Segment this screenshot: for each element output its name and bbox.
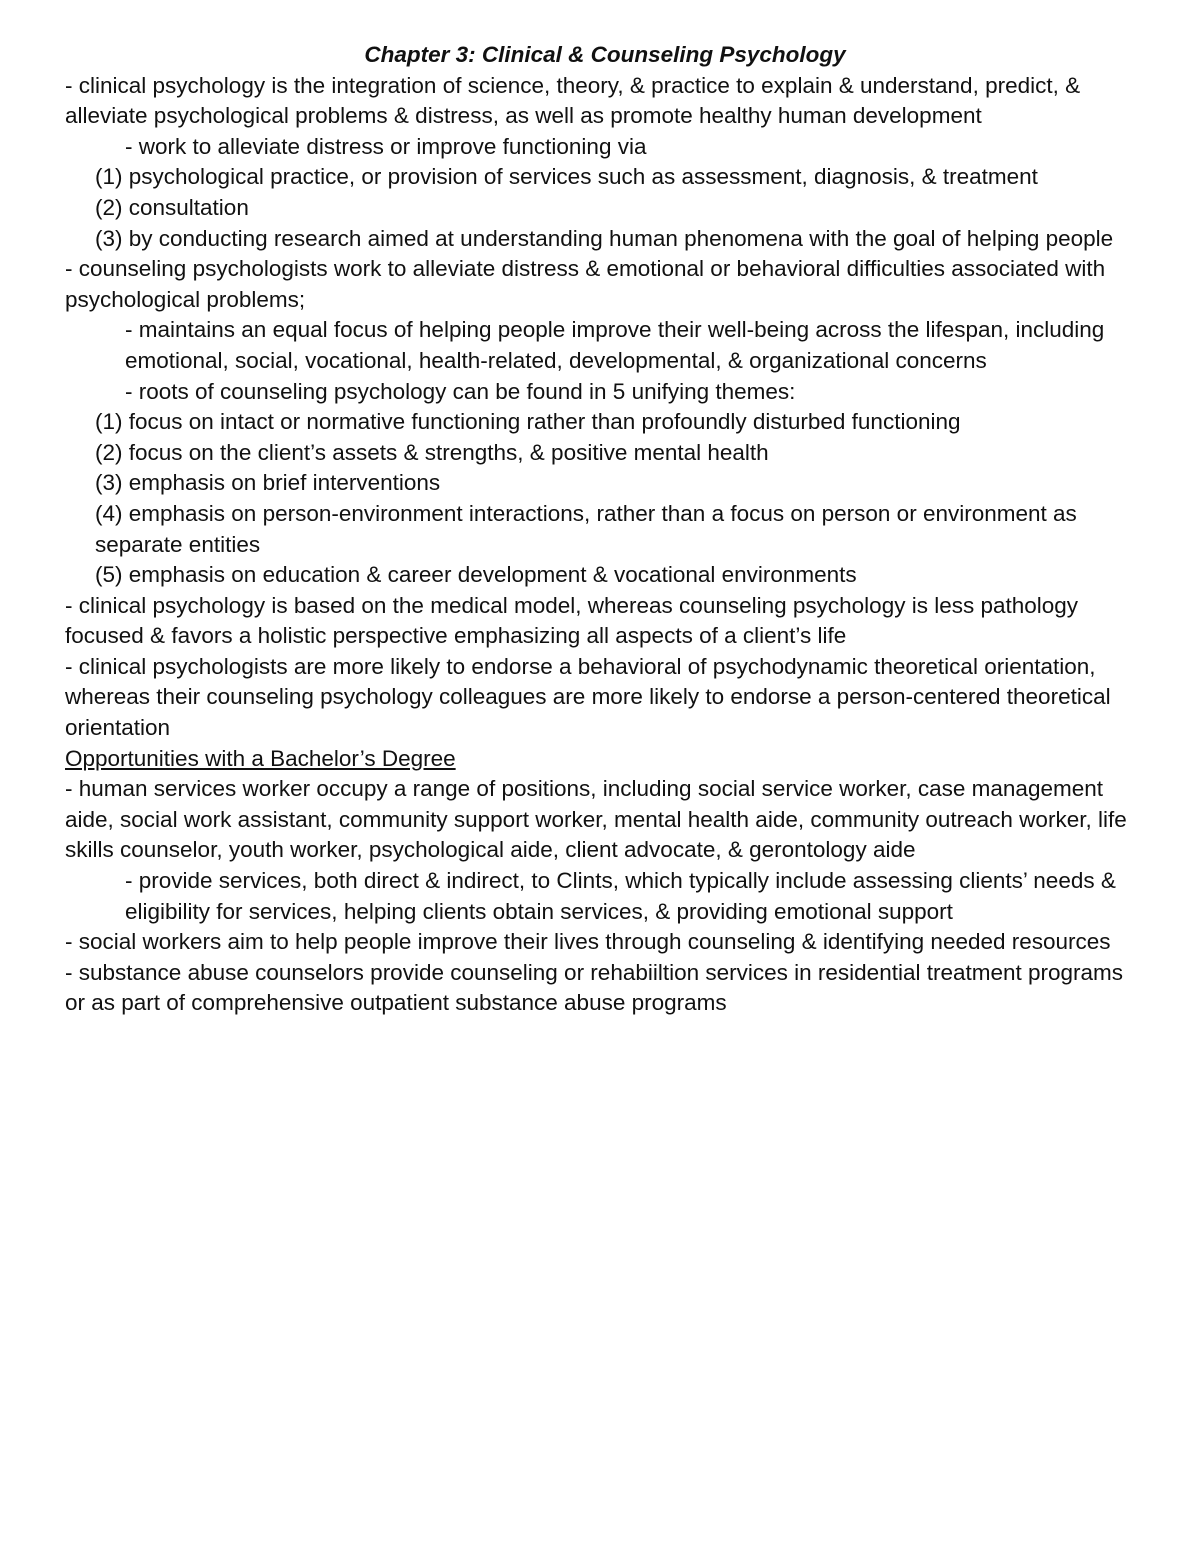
clinical-method-item: (2) consultation [95, 194, 249, 220]
human-services-worker: - human services worker occupy a range of positions, including social service worker, case management aide, social work assistant, community support worker, mental health aide, community outreach worker, life skills counselor, youth worker, psychological aide, client advocate, & gerontology aide [65, 776, 1127, 863]
clinical-method-item: (1) psychological practice, or provision of services such as assessment, diagnosis, & treatment [95, 164, 1038, 190]
document-body [65, 40, 1145, 1019]
substance-abuse-counselors: - substance abuse counselors provide counseling or rehabiiltion services in residential treatment programs or as part of comprehensive outpatient substance abuse programs [65, 959, 1124, 1016]
counseling-theme-item: (3) emphasis on brief interventions [95, 470, 441, 496]
counseling-themes-intro: - roots of counseling psychology can be found in 5 unifying themes: [125, 378, 796, 404]
clinical-methods-intro: - work to alleviate distress or improve functioning via [125, 133, 647, 159]
counseling-theme-item: (5) emphasis on education & career development & vocational environments [95, 562, 857, 588]
counseling-theme-item: (1) focus on intact or normative functioning rather than profoundly disturbed functioning [95, 409, 961, 435]
counseling-focus: - maintains an equal focus of helping people improve their well-being across the lifespan, including emotional, social, vocational, health-related, developmental, & organizational concerns [125, 317, 1105, 373]
social-workers: - social workers aim to help people improve their lives through counseling & identifying needed resources [65, 929, 1111, 955]
counseling-definition: - counseling psychologists work to alleviate distress & emotional or behavioral difficulties associated with psychological problems; [65, 256, 1106, 312]
chapter-title: Chapter 3: Clinical & Counseling Psychology [364, 42, 846, 67]
bachelors-heading: Opportunities with a Bachelor’s Degree [65, 745, 456, 771]
medical-model-comparison: - clinical psychology is based on the medical model, whereas counseling psychology is less pathology focused & favors a holistic perspective emphasizing all aspects of a client’s life [65, 592, 1079, 649]
human-services-duties: - provide services, both direct & indirect, to Clints, which typically include assessing clients’ needs & eligibility for services, helping clients obtain services, & providing emotional support [125, 868, 1116, 924]
orientation-comparison: - clinical psychologists are more likely to endorse a behavioral of psychodynamic theoretical orientation, whereas their counseling psychology colleagues are more likely to endorse a person-centered theoretical orientation [65, 653, 1111, 741]
clinical-method-item: (3) by conducting research aimed at understanding human phenomena with the goal of helping people [95, 225, 1114, 251]
clinical-definition: - clinical psychology is the integration of science, theory, & practice to explain & understand, predict, & alleviate psychological problems & distress, as well as promote healthy human development [65, 72, 1081, 129]
counseling-theme-item: (2) focus on the client’s assets & strengths, & positive mental health [95, 439, 769, 465]
counseling-theme-item: (4) emphasis on person-environment interactions, rather than a focus on person or environment as separate entities [95, 500, 1077, 557]
